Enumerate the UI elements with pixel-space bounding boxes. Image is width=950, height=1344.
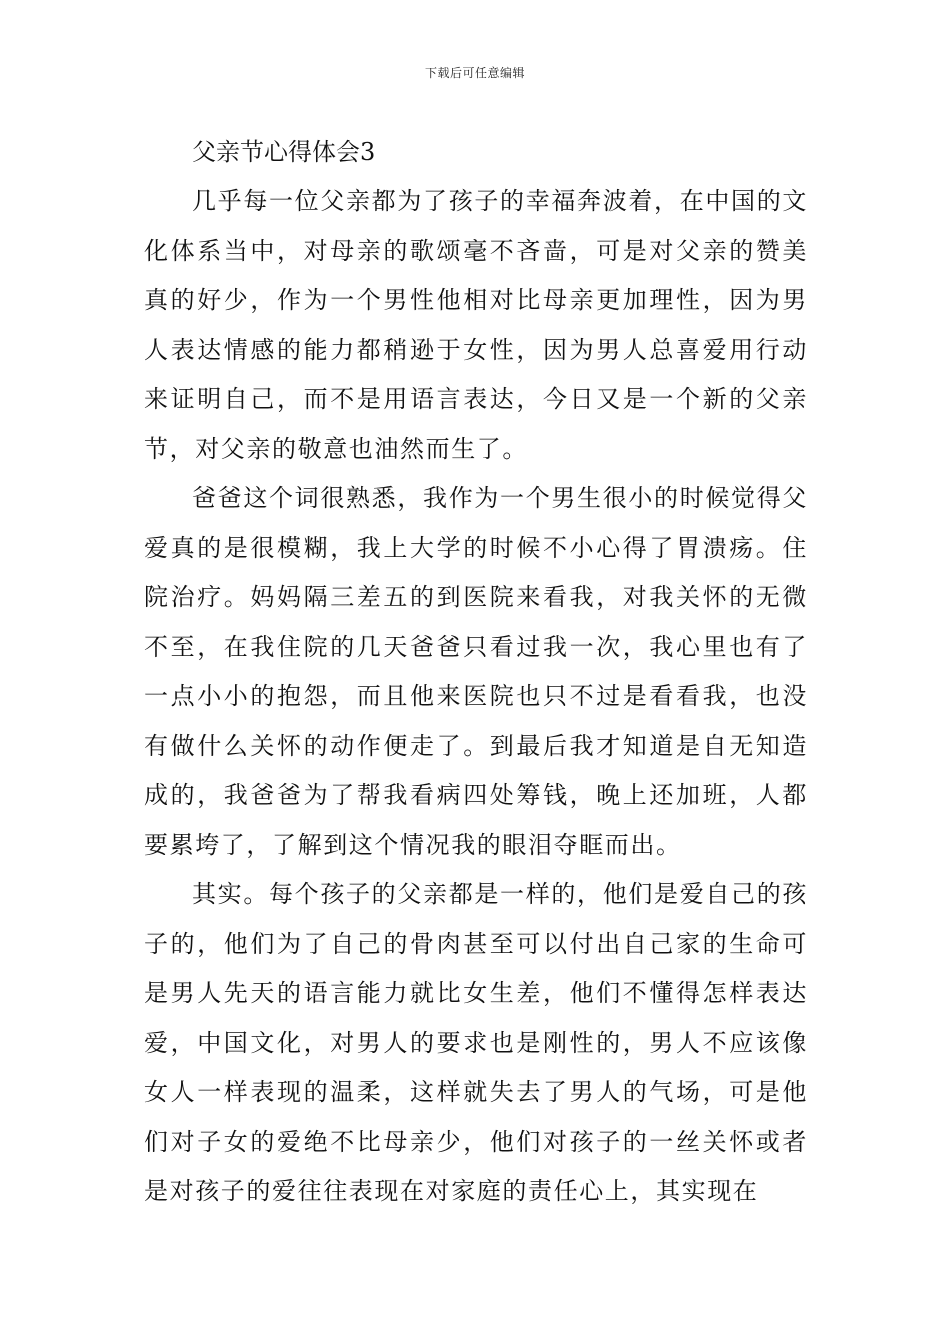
document-title: 父亲节心得体会3 xyxy=(192,138,376,166)
paragraph-2: 爸爸这个词很熟悉，我作为一个男生很小的时候觉得父爱真的是很模糊，我上大学的时候不小心得了胃溃疡。住院治疗。妈妈隔三差五的到医院来看我，对我关怀的无微不至，在我住院的几天爸爸只看过我一次，我心里也有了一点小小的抱怨，而且他来医院也只不过是看看我，也没有做什么关怀的动作便走了。到最后我才知道是自无知造成的，我爸爸为了帮我看病四处筹钱，晚上还加班，人都要累垮了，了解到这个情况我的眼泪夺眶而出。 xyxy=(144,484,808,859)
paragraph-1: 几乎每一位父亲都为了孩子的幸福奔波着，在中国的文化体系当中，对母亲的歌颂毫不吝啬，可是对父亲的赞美真的好少，作为一个男性他相对比母亲更加理性，因为男人表达情感的能力都稍逊于女性，因为男人总喜爱用行动来证明自己，而不是用语言表达，今日又是一个新的父亲节，对父亲的敬意也油然而生了。 xyxy=(144,187,808,463)
paragraph-3: 其实。每个孩子的父亲都是一样的，他们是爱自己的孩子的，他们为了自己的骨肉甚至可以付出自己家的生命可是男人先天的语言能力就比女生差，他们不懂得怎样表达爱，中国文化，对男人的要求也是刚性的，男人不应该像女人一样表现的温柔，这样就失去了男人的气场，可是他们对子女的爱绝不比母亲少，他们对孩子的一丝关怀或者是对孩子的爱往往表现在对家庭的责任心上，其实现在 xyxy=(144,880,808,1205)
page-header-note: 下载后可任意编辑 xyxy=(424,66,525,80)
document-body xyxy=(144,128,808,1217)
